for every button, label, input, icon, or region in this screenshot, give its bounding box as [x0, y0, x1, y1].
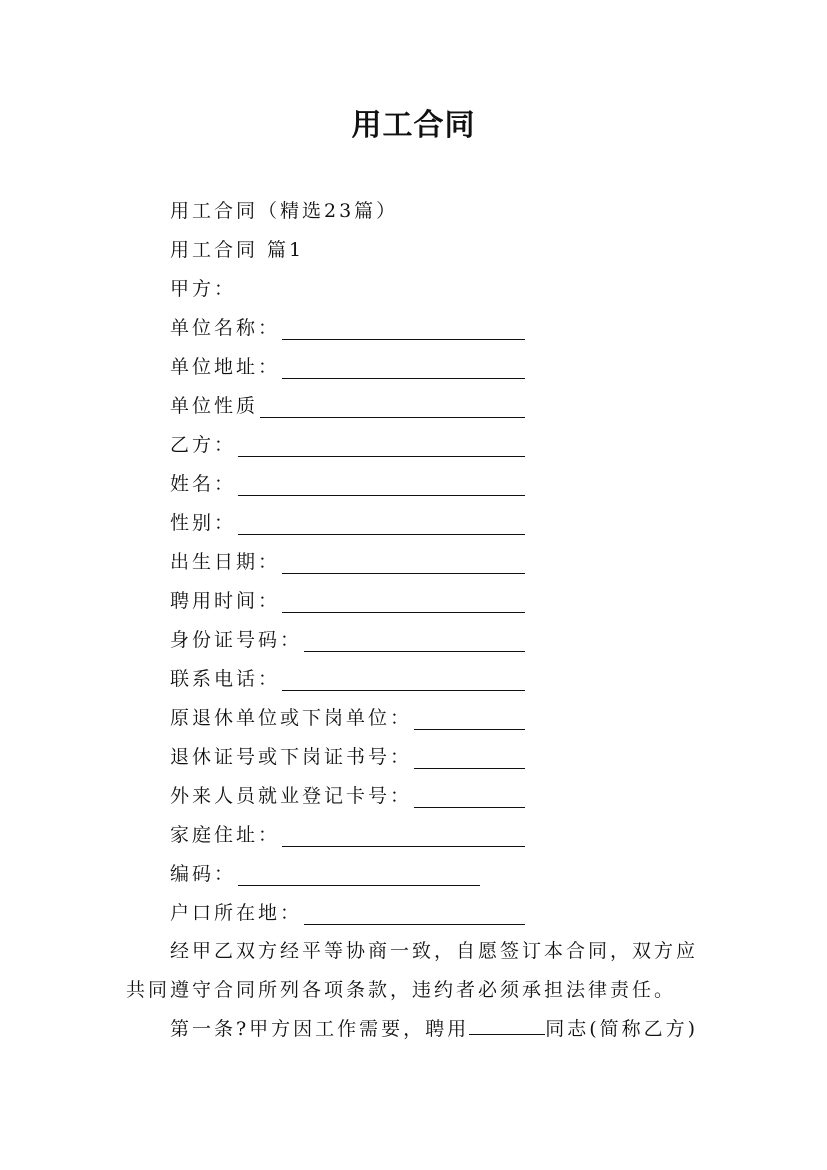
field-label: 编码：	[170, 863, 237, 885]
field-label: 退休证号或下岗证书号：	[170, 746, 413, 768]
article-one-text-end: 同志(简称乙方)	[545, 1018, 699, 1040]
name-field[interactable]	[170, 472, 525, 496]
fill-in-blank[interactable]	[238, 475, 525, 496]
fill-in-blank[interactable]	[238, 436, 525, 457]
postal-code-field[interactable]	[170, 862, 480, 886]
household-registration-field[interactable]	[170, 901, 525, 925]
field-label: 原退休单位或下岗单位：	[170, 707, 413, 729]
id-number-field[interactable]	[170, 628, 525, 652]
birth-date-field[interactable]	[170, 550, 525, 574]
document-title: 用工合同	[351, 108, 476, 143]
field-label: 性别：	[170, 512, 237, 534]
fill-in-blank[interactable]	[282, 553, 525, 574]
fill-in-blank[interactable]	[282, 358, 525, 379]
fill-in-blank[interactable]	[414, 709, 525, 730]
retirement-cert-field[interactable]	[170, 745, 525, 769]
field-label: 出生日期：	[170, 551, 281, 573]
unit-nature-field[interactable]	[170, 394, 525, 418]
unit-name-field[interactable]	[170, 316, 525, 340]
paragraph-text: 经甲乙双方经平等协商一致，自愿签订本合同，双方应共同遵守合同所列各项条款，违约者必须承担法律责任。	[126, 940, 699, 1001]
phone-field[interactable]	[170, 667, 525, 691]
fill-in-blank[interactable]	[304, 631, 525, 652]
fill-in-blank[interactable]	[414, 748, 525, 769]
fill-in-blank[interactable]	[260, 397, 525, 418]
document-subtitle: 用工合同（精选23篇）	[170, 200, 399, 222]
agreement-paragraph	[126, 932, 706, 1010]
gender-field[interactable]	[170, 511, 525, 535]
fill-in-blank[interactable]	[304, 904, 525, 925]
field-label: 身份证号码：	[170, 629, 303, 651]
article-heading: 用工合同 篇1	[170, 239, 305, 261]
party-a-label: 甲方：	[170, 278, 237, 300]
field-label: 聘用时间：	[170, 590, 281, 612]
fill-in-blank[interactable]	[282, 319, 525, 340]
field-label: 联系电话：	[170, 668, 281, 690]
field-label: 户口所在地：	[170, 902, 303, 924]
unit-address-field[interactable]	[170, 355, 525, 379]
hire-time-field[interactable]	[170, 589, 525, 613]
fill-in-blank[interactable]	[238, 514, 525, 535]
fill-in-blank[interactable]	[282, 826, 525, 847]
field-label: 外来人员就业登记卡号：	[170, 785, 413, 807]
party-b-label: 乙方：	[170, 434, 237, 456]
home-address-field[interactable]	[170, 823, 525, 847]
article-one-paragraph	[126, 1010, 706, 1049]
article-one-text-start: 第一条?甲方因工作需要，聘用	[170, 1018, 470, 1040]
party-b-field[interactable]	[170, 433, 525, 457]
former-unit-field[interactable]	[170, 706, 525, 730]
fill-in-blank[interactable]	[282, 592, 525, 613]
field-label: 单位地址：	[170, 356, 281, 378]
fill-in-blank[interactable]	[414, 787, 525, 808]
field-label: 单位性质	[170, 395, 259, 417]
employee-name-blank[interactable]	[469, 1016, 545, 1035]
field-label: 姓名：	[170, 473, 237, 495]
fill-in-blank[interactable]	[282, 670, 525, 691]
field-label: 家庭住址：	[170, 824, 281, 846]
field-label: 单位名称：	[170, 317, 281, 339]
employment-card-field[interactable]	[170, 784, 525, 808]
fill-in-blank[interactable]	[238, 865, 480, 886]
